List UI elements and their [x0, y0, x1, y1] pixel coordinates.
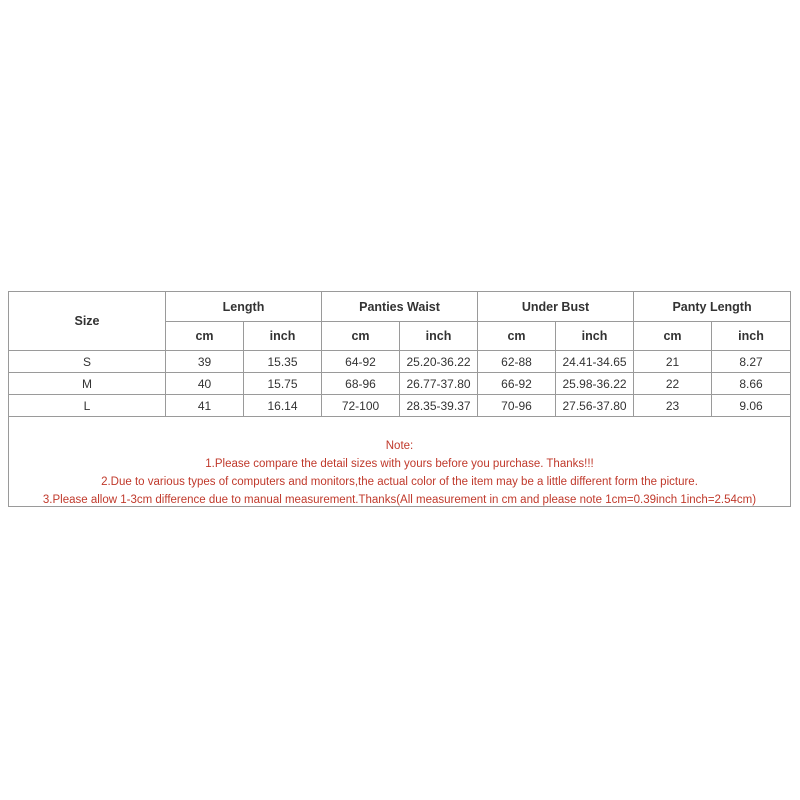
- table-cell: 68-96: [322, 373, 400, 395]
- group-header-panties-waist: Panties Waist: [322, 292, 478, 322]
- table-row: [9, 373, 791, 395]
- note-line: 2.Due to various types of computers and monitors,the actual color of the item may be a little different form the picture.: [101, 476, 698, 488]
- unit-header: cm: [322, 322, 400, 351]
- notes-block: [9, 437, 790, 509]
- group-header-length: Length: [166, 292, 322, 322]
- table-cell: 8.27: [712, 351, 791, 373]
- table-row: [9, 351, 791, 373]
- table-cell: 25.98-36.22: [556, 373, 634, 395]
- table-cell: 25.20-36.22: [400, 351, 478, 373]
- table-cell: 8.66: [712, 373, 791, 395]
- group-header-under-bust: Under Bust: [478, 292, 634, 322]
- size-chart: [8, 291, 791, 507]
- note-line: 3.Please allow 1-3cm difference due to manual measurement.Thanks(All measurement in cm and please note 1cm=0.39inch 1inch=2.54cm): [42, 494, 757, 506]
- table-cell: 40: [166, 373, 244, 395]
- group-header-panty-length: Panty Length: [634, 292, 791, 322]
- table-cell: 21: [634, 351, 712, 373]
- table-cell: 41: [166, 395, 244, 417]
- table-cell: 70-96: [478, 395, 556, 417]
- table-cell: 15.35: [244, 351, 322, 373]
- note-title: Note:: [385, 440, 414, 452]
- unit-header: inch: [556, 322, 634, 351]
- unit-header: inch: [400, 322, 478, 351]
- size-table: [8, 291, 791, 417]
- table-cell: 39: [166, 351, 244, 373]
- table-cell: 26.77-37.80: [400, 373, 478, 395]
- table-cell: 24.41-34.65: [556, 351, 634, 373]
- table-cell: L: [9, 395, 166, 417]
- table-cell: 15.75: [244, 373, 322, 395]
- unit-header: inch: [712, 322, 791, 351]
- table-cell: 66-92: [478, 373, 556, 395]
- size-header: Size: [9, 292, 166, 351]
- table-cell: 64-92: [322, 351, 400, 373]
- table-cell: 72-100: [322, 395, 400, 417]
- table-cell: 9.06: [712, 395, 791, 417]
- unit-header: cm: [478, 322, 556, 351]
- unit-header: cm: [166, 322, 244, 351]
- table-cell: 62-88: [478, 351, 556, 373]
- table-cell: S: [9, 351, 166, 373]
- table-cell: 23: [634, 395, 712, 417]
- table-cell: 16.14: [244, 395, 322, 417]
- note-line: 1.Please compare the detail sizes with yours before you purchase. Thanks!!!: [205, 458, 594, 470]
- table-cell: M: [9, 373, 166, 395]
- table-cell: 22: [634, 373, 712, 395]
- table-cell: 27.56-37.80: [556, 395, 634, 417]
- unit-header: cm: [634, 322, 712, 351]
- table-row: [9, 395, 791, 417]
- unit-header: inch: [244, 322, 322, 351]
- table-cell: 28.35-39.37: [400, 395, 478, 417]
